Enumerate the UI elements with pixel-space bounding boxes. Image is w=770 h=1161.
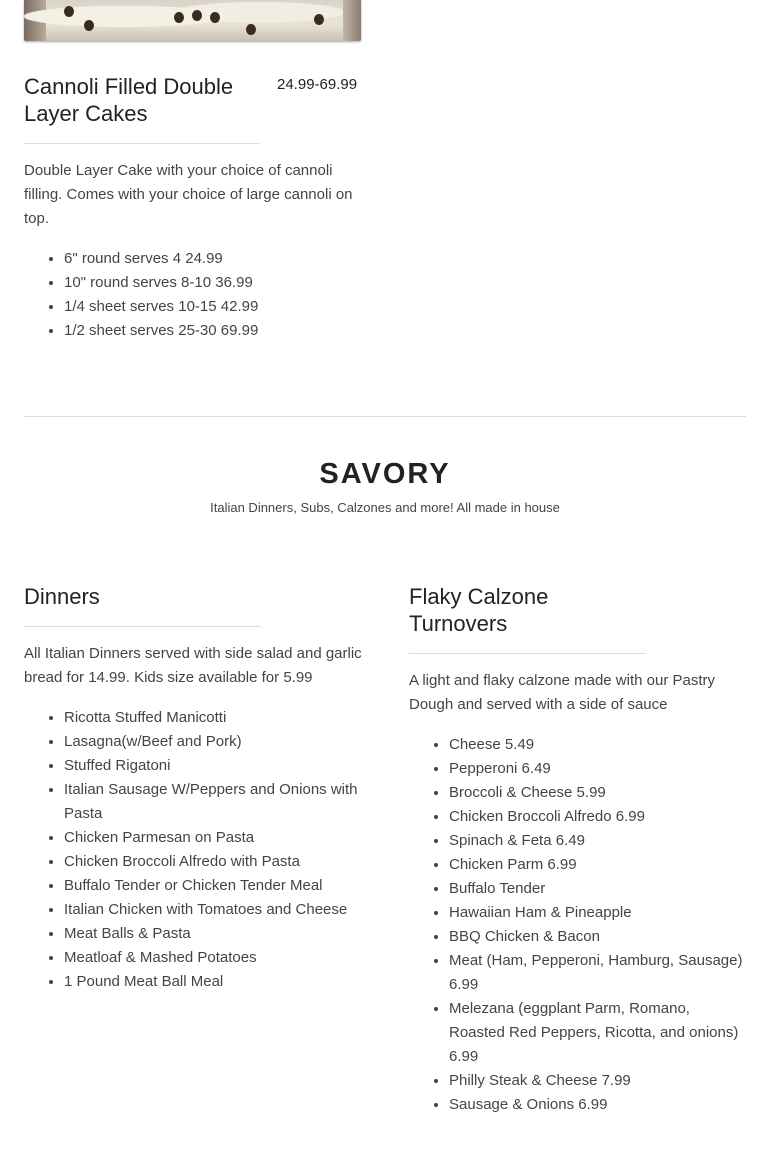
list-item: • Chicken Broccoli Alfredo with Pasta (64, 850, 369, 874)
chocolate-chip (192, 10, 202, 21)
cannoli-cake-sizes (24, 247, 364, 343)
dinners-title: Dinners (24, 584, 100, 609)
list-item: • Lasagna(w/Beef and Pork) (64, 730, 369, 754)
list-item: • Spinach & Feta 6.49 (449, 829, 746, 853)
dinners-list (24, 706, 369, 994)
calzone-list (409, 733, 746, 1117)
list-item: • Buffalo Tender or Chicken Tender Meal (64, 874, 369, 898)
list-item: • Chicken Parm 6.99 (449, 853, 746, 877)
list-item: • Philly Steak & Cheese 7.99 (449, 1069, 746, 1093)
list-item: • Pepperoni 6.49 (449, 757, 746, 781)
title-divider (24, 626, 261, 627)
chocolate-chip (64, 6, 74, 17)
cake-photo (24, 0, 361, 41)
calzone-title: Flaky Calzone Turnovers (409, 584, 549, 636)
list-item: • Ricotta Stuffed Manicotti (64, 706, 369, 730)
list-item: • Italian Sausage W/Peppers and Onions with Pasta (64, 778, 369, 826)
list-item: • 6" round serves 4 24.99 (64, 247, 364, 271)
list-item: • Cheese 5.49 (449, 733, 746, 757)
section-divider (24, 416, 746, 417)
chocolate-chip (174, 12, 184, 23)
title-divider (24, 143, 260, 144)
list-item: • Meatloaf & Mashed Potatoes (64, 946, 369, 970)
chocolate-chip (246, 24, 256, 35)
dinners-description: All Italian Dinners served with side salad and garlic bread for 14.99. Kids size available for 5.99 (24, 645, 362, 686)
frosting (24, 0, 361, 41)
list-item: • Sausage & Onions 6.99 (449, 1093, 746, 1117)
list-item: • Meat (Ham, Pepperoni, Hamburg, Sausage) 6.99 (449, 949, 746, 997)
section-subtitle: Italian Dinners, Subs, Calzones and more! All made in house (210, 500, 560, 515)
list-item: • Buffalo Tender (449, 877, 746, 901)
section-title: SAVORY (319, 458, 451, 490)
list-item: • Stuffed Rigatoni (64, 754, 369, 778)
cannoli-cake-title: Cannoli Filled Double Layer Cakes (24, 74, 234, 126)
list-item: • 1/2 sheet serves 25-30 69.99 (64, 319, 364, 343)
list-item: • 1/4 sheet serves 10-15 42.99 (64, 295, 364, 319)
list-item: • Melezana (eggplant Parm, Romano, Roasted Red Peppers, Ricotta, and onions) 6.99 (449, 997, 746, 1069)
list-item: • Chicken Broccoli Alfredo 6.99 (449, 805, 746, 829)
plate-edge-right (343, 0, 361, 41)
list-item: • BBQ Chicken & Bacon (449, 925, 746, 949)
chocolate-chip (314, 14, 324, 25)
list-item: • 1 Pound Meat Ball Meal (64, 970, 369, 994)
list-item: • Broccoli & Cheese 5.99 (449, 781, 746, 805)
chocolate-chip (84, 20, 94, 31)
list-item: • Italian Chicken with Tomatoes and Cheese (64, 898, 369, 922)
cannoli-cake-price: 24.99-69.99 (277, 76, 358, 93)
list-item: • Chicken Parmesan on Pasta (64, 826, 369, 850)
list-item: • Hawaiian Ham & Pineapple (449, 901, 746, 925)
calzone-description: A light and flaky calzone made with our Pastry Dough and served with a side of sauce (409, 672, 715, 713)
chocolate-chip (210, 12, 220, 23)
title-divider (409, 653, 646, 654)
cannoli-cake-description: Double Layer Cake with your choice of cannoli filling. Comes with your choice of large cannoli on top. (24, 162, 353, 227)
list-item: • Meat Balls & Pasta (64, 922, 369, 946)
list-item: • 10" round serves 8-10 36.99 (64, 271, 364, 295)
